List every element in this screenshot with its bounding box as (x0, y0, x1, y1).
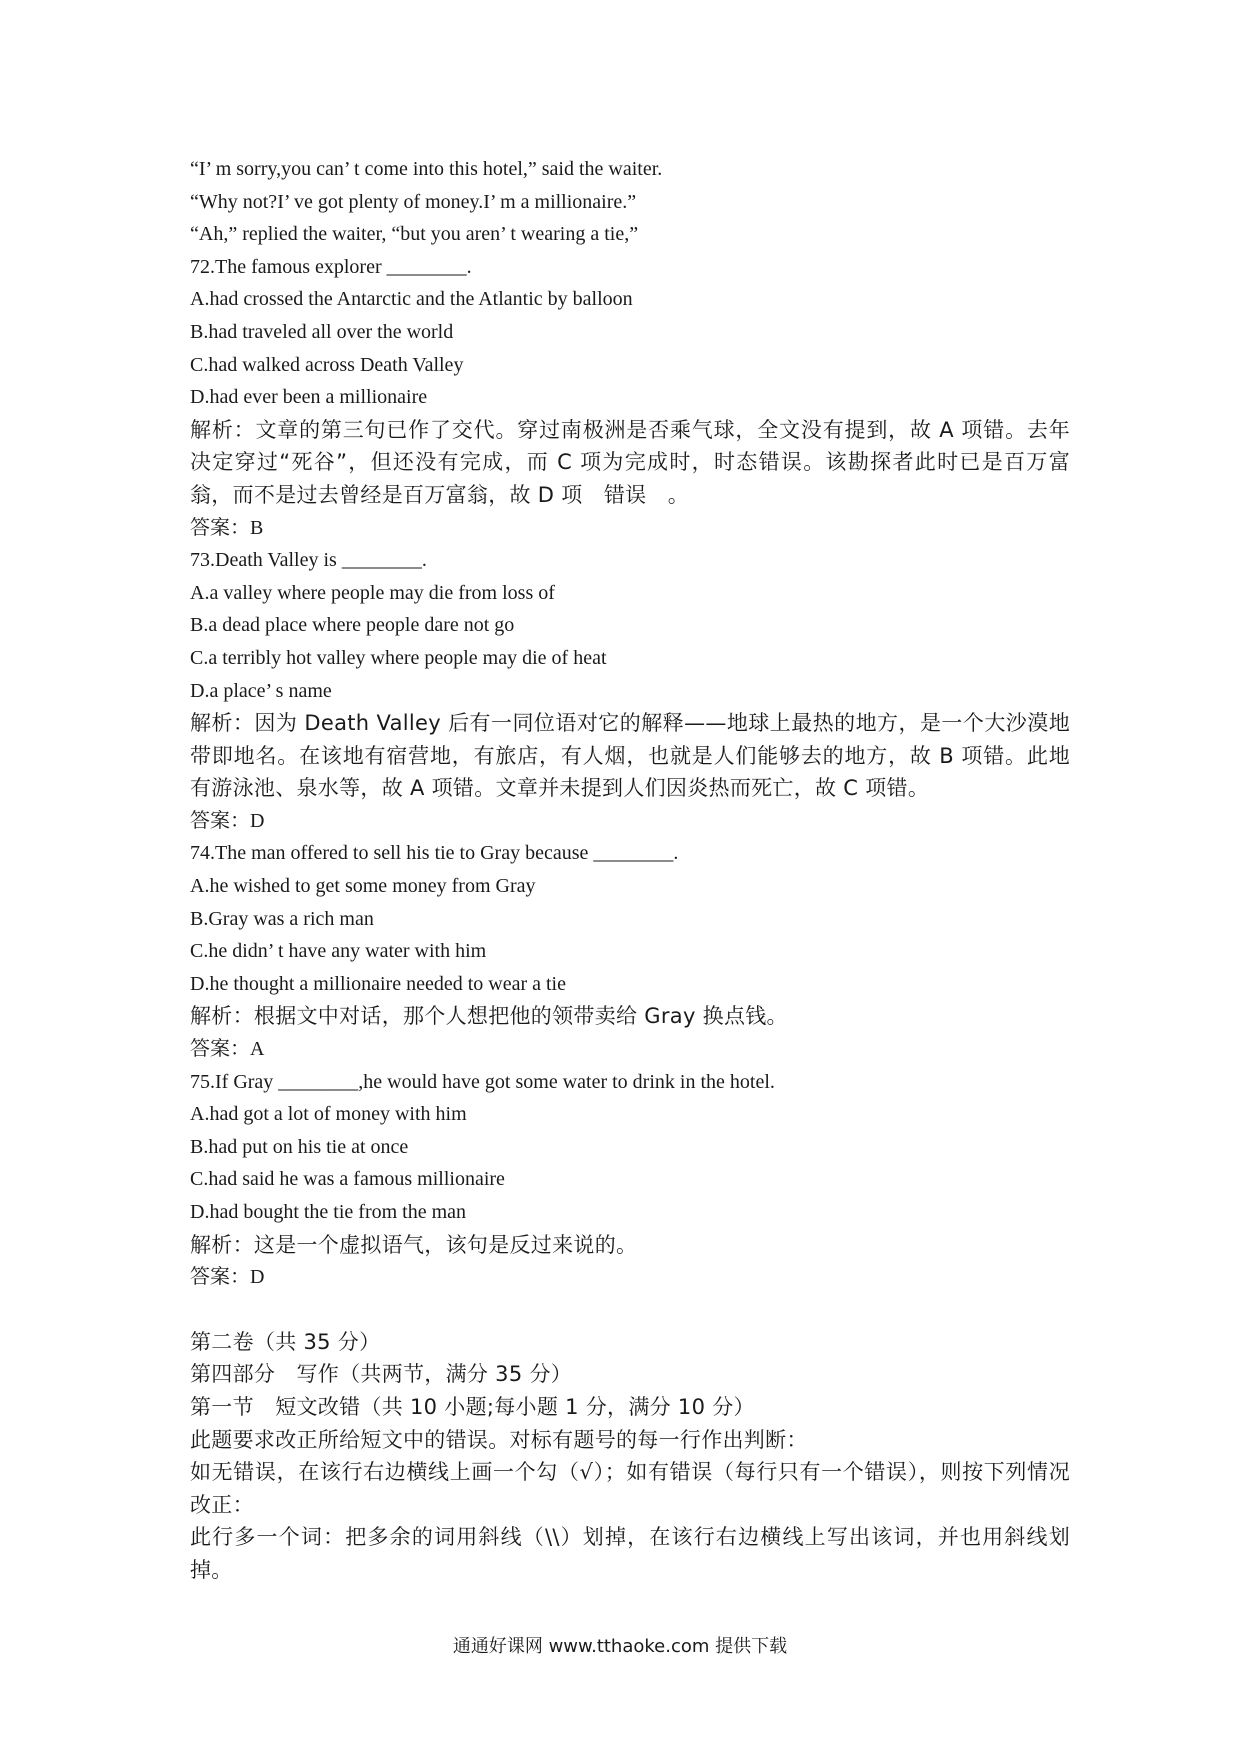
analysis-73: 解析：因为 Death Valley 后有一同位语对它的解释——地球上最热的地方，是一个大沙漠地带即地名。在该地有宿营地，有旅店，有人烟，也就是人们能够去的地方，故 B 项错。此地有游泳池、泉水等，故 A 项错。文章并未提到人们因炎热而死亡，故 C 项错。 (190, 711, 1070, 801)
volume-heading: 第二卷（共 35 分） (190, 1329, 381, 1354)
option-74-b: B.Gray was a rich man (190, 907, 374, 930)
option-75-d: D.had bought the tie from the man (190, 1201, 467, 1223)
analysis-75: 解析：这是一个虚拟语气，该句是反过来说的。 (190, 1232, 638, 1257)
option-75-c: C.had said he was a famous millionaire (190, 1168, 505, 1191)
option-73-b: B.a dead place where people dare not go (190, 614, 515, 637)
instruction-text: 此题要求改正所给短文中的错误。对标有题号的每一行作出判断： (190, 1427, 808, 1452)
answer-74: 答案：A (190, 1038, 265, 1061)
option-75-b: B.had put on his tie at once (190, 1135, 409, 1158)
answer-75: 答案：D (190, 1266, 265, 1289)
option-74-a: A.he wished to get some money from Gray (190, 875, 536, 898)
option-75-a: A.had got a lot of money with him (190, 1103, 467, 1126)
option-72-d: D.had ever been a millionaire (190, 386, 428, 409)
page-footer: 通通好课网 www.tthaoke.com 提供下载 (452, 1636, 788, 1657)
question-72: 72.The famous explorer ________. (190, 255, 472, 278)
instruction-text: 此行多一个词：把多余的词用斜线（\\）划掉，在该行右边横线上写出该词，并也用斜线划掉。 (190, 1525, 1070, 1582)
option-73-a: A.a valley where people may die from loss of (190, 581, 555, 604)
analysis-72: 解析：文章的第三句已作了交代。穿过南极洲是否乘气球，全文没有提到，故 A 项错。去年决定穿过“死谷”，但还没有完成，而 C 项为完成时，时态错误。该勘探者此时已是百万富翁，而不是过去曾经是百万富翁，故 D 项 错误 。 (190, 417, 1070, 507)
option-72-b: B.had traveled all over the world (190, 320, 454, 343)
instruction-text: 如无错误，在该行右边横线上画一个勾（√）；如有错误（每行只有一个错误），则按下列情况改正： (190, 1460, 1070, 1517)
option-74-c: C.he didn’ t have any water with him (190, 940, 487, 963)
option-73-c: C.a terribly hot valley where people may die of heat (190, 646, 607, 669)
question-73: 73.Death Valley is ________. (190, 549, 427, 572)
dialogue-line: “Ah,” replied the waiter, “but you aren’ t wearing a tie,” (190, 223, 639, 246)
dialogue-line: “I’ m sorry,you can’ t come into this hotel,” said the waiter. (190, 158, 663, 180)
answer-73: 答案：D (190, 809, 265, 832)
option-72-a: A.had crossed the Antarctic and the Atlantic by balloon (190, 288, 633, 311)
document-body (190, 153, 1070, 1587)
option-74-d: D.he thought a millionaire needed to wear a tie (190, 972, 566, 995)
answer-72: 答案：B (190, 516, 264, 539)
section-gap (190, 1294, 1070, 1326)
question-75: 75.If Gray ________,he would have got some water to drink in the hotel. (190, 1070, 775, 1093)
section-heading: 第一节 短文改错（共 10 小题;每小题 1 分，满分 10 分） (190, 1394, 755, 1419)
option-73-d: D.a place’ s name (190, 679, 332, 702)
part-heading: 第四部分 写作（共两节，满分 35 分） (190, 1362, 573, 1387)
question-74: 74.The man offered to sell his tie to Gray because ________. (190, 842, 679, 865)
option-72-c: C.had walked across Death Valley (190, 353, 464, 376)
dialogue-line: “Why not?I’ ve got plenty of money.I’ m a millionaire.” (190, 190, 637, 213)
analysis-74: 解析：根据文中对话，那个人想把他的领带卖给 Gray 换点钱。 (190, 1004, 788, 1029)
